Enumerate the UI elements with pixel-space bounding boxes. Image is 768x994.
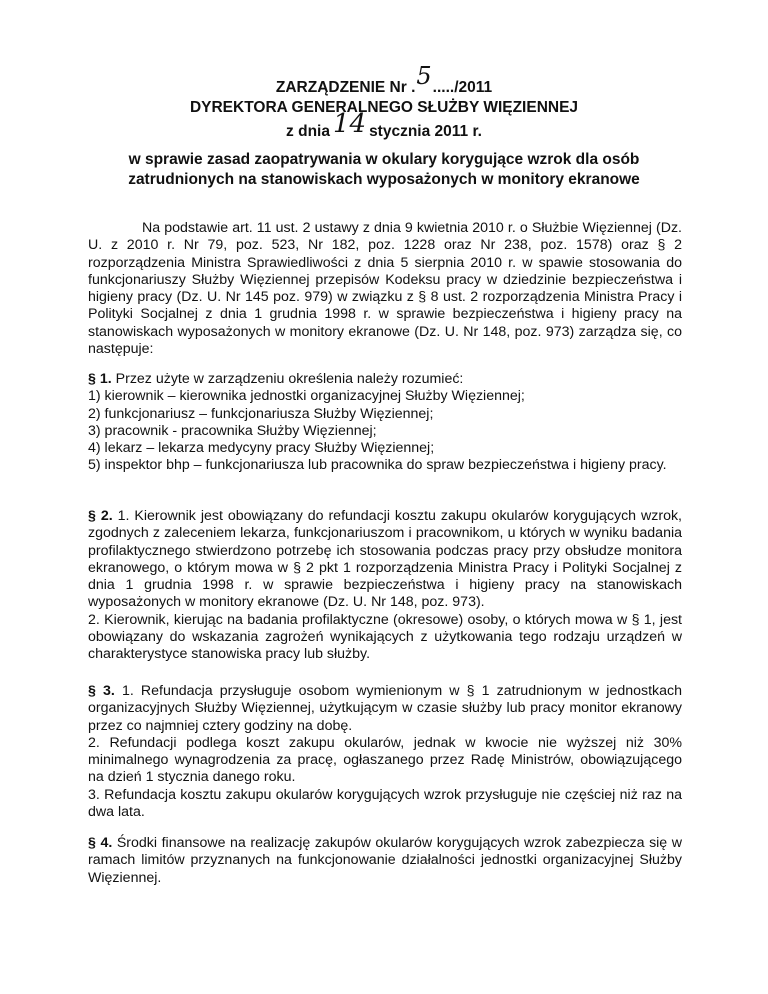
section-3-paragraph-2: 2. Refundacji podlega koszt zakupu okularów, jednak w kwocie nie wyższej niż 30% minimalnego wynagrodzenia za pracę, ogłaszanego przez Radę Ministrów, obowiązującego na dzień 1 stycznia danego roku. [88,734,682,786]
section-2-text-1: 1. Kierownik jest obowiązany do refundacji kosztu zakupu okularów korygujących wzrok, zgodnych z zaleceniem lekarza, funkcjonariuszom i pracownikom, u których w wyniku badania profilaktycznego stwierdzono potrzebę ich stosowania podczas pracy przy obsłudze monitora ekranowego, o którym mowa w § 2 pkt 1 rozporządzenia Ministra Pracy i Polityki Socjalnej z dnia 1 grudnia 1998 r. w sprawie bezpieczeństwa i higieny pracy na stanowiskach wyposażonych w monitory ekranowe (Dz. U. Nr 148, poz. 973). [88,508,682,611]
section-3 [88,683,682,821]
section-3-paragraph-3: 3. Refundacja kosztu zakupu okularów korygujących wzrok przysługuje nie częściej niż raz na dwa lata. [88,786,682,821]
subject-line-2: zatrudnionych na stanowiskach wyposażonych w monitory ekranowe [128,171,640,188]
title-suffix: ...../2011 [432,79,493,96]
section-4-paragraph [88,835,682,887]
list-item: 2) funkcjonariusz – funkcjonariusza Służby Więziennej; [88,405,434,422]
section-1 [88,371,682,475]
section-2-mark: § 2. [88,508,113,524]
list-item: 5) inspektor bhp – funkcjonariusza lub pracownika do spraw bezpieczeństwa i higieny pracy. [88,457,667,474]
list-item: 4) lekarz – lekarza medycyny pracy Służby Więziennej; [88,440,435,457]
date-prefix: z dnia [286,123,330,140]
section-3-paragraph-1 [88,683,682,735]
section-4-mark: § 4. [88,835,113,851]
section-1-intro [88,371,682,388]
regulation-title-line [0,62,768,98]
section-1-mark: § 1. [88,371,112,387]
issuer-line: DYREKTORA GENERALNEGO SŁUŻBY WIĘZIENNEJ [189,99,579,116]
preamble-block [88,220,682,358]
preamble: Na podstawie art. 11 ust. 2 ustawy z dnia 9 kwietnia 2010 r. o Służbie Więziennej (Dz. U. z 2010 r. Nr 79, poz. 523, Nr 182, poz. 1228 oraz Nr 238, poz. 1578) oraz § 2 rozporządzenia Ministra Sprawiedliwości z dnia 5 sierpnia 2010 r. w spawie stosowania do funkcjonariuszy Służby Więziennej przepisów Kodeksu pracy w dziedzinie bezpieczeństwa i higieny pracy (Dz. U. Nr 145 poz. 979) w związku z § 8 ust. 2 rozporządzenia Ministra Pracy i Polityki Socjalnej z dnia 1 grudnia 1998 r. w sprawie bezpieczeństwa i higieny pracy na stanowiskach wyposażonych w monitory ekranowe (Dz. U. Nr 148, poz. 973) zarządza się, co następuje: [88,220,682,358]
handwritten-day: 14 [332,109,367,139]
list-item: 3) pracownik - pracownika Służby Więziennej; [88,422,377,439]
document-header [0,62,768,142]
section-4-text: Środki finansowe na realizację zakupów okularów korygujących wzrok zabezpiecza się w ramach limitów przyznanych na funkcjonowanie działalności jednostki organizacyjnej Służby Więziennej. [88,835,682,886]
title-prefix: ZARZĄDZENIE Nr . [275,79,416,96]
list-item: 1) kierownik – kierownika jednostki organizacyjnej Służby Więziennej; [88,388,525,405]
section-3-mark: § 3. [88,683,115,699]
section-4 [88,835,682,887]
date-suffix: stycznia 2011 r. [369,123,482,140]
subject-line-1: w sprawie zasad zaopatrywania w okulary korygujące wzrok dla osób [128,151,640,168]
section-2 [88,508,682,664]
regulation-subject [60,150,708,190]
definitions-list [88,388,682,474]
section-2-paragraph-2: 2. Kierownik, kierując na badania profilaktyczne (okresowe) osoby, o których mowa w § 1, jest obowiązany do wskazania zagrożeń wynikających z użytkowania tego rodzaju urządzeń w charakterystyce stanowiska pracy lub służby. [88,611,682,663]
section-1-intro-text: Przez użyte w zarządzeniu określenia należy rozumieć: [115,371,464,387]
section-3-text-1: 1. Refundacja przysługuje osobom wymienionym w § 1 zatrudnionym w jednostkach organizacyjnych Służby Więziennej, użytkującym w czasie służby lub pracy monitor ekranowy przez co najmniej cztery godziny na dobę. [88,683,683,734]
section-2-paragraph-1 [88,508,682,612]
handwritten-number: 5 [416,62,432,90]
date-line [0,109,768,142]
